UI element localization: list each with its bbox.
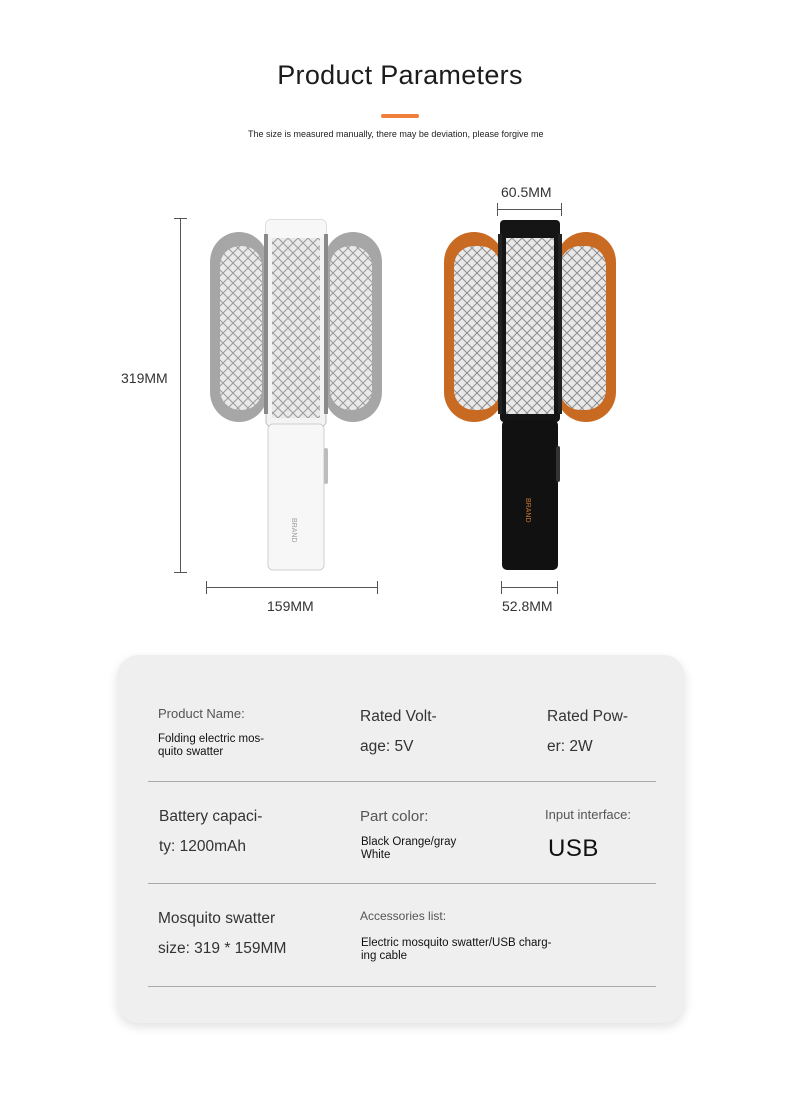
spec-card bbox=[117, 655, 685, 1023]
head-width-dimension-cap-right bbox=[561, 203, 562, 216]
title-accent-bar bbox=[381, 114, 419, 118]
swatter-size: Mosquito swatter size: 319 * 159MM bbox=[158, 910, 287, 957]
handle-width-dimension-line bbox=[501, 587, 558, 588]
width-dimension-line bbox=[206, 587, 378, 588]
height-dimension-label: 319MM bbox=[121, 370, 168, 386]
product-name-value: Folding electric mos- quito swatter bbox=[158, 733, 265, 758]
handle-width-dimension-label: 52.8MM bbox=[502, 598, 553, 614]
height-dimension-cap-top bbox=[174, 218, 187, 219]
accessories-label: Accessories list: bbox=[360, 909, 447, 923]
measurement-note: The size is measured manually, there may be deviation, please forgive me bbox=[248, 129, 544, 139]
accessories-value: Electric mosquito swatter/USB charg- ing cable bbox=[361, 937, 552, 962]
battery-capacity: Battery capaci- ty: 1200mAh bbox=[159, 808, 263, 855]
black-orange-swatter-image bbox=[442, 218, 618, 574]
input-interface-value: USB bbox=[548, 835, 599, 862]
head-width-dimension-cap-left bbox=[497, 203, 498, 216]
part-color-label: Part color: bbox=[360, 808, 429, 825]
black-swatter-brand-text: BRAND bbox=[524, 498, 531, 523]
input-interface-label: Input interface: bbox=[545, 807, 631, 822]
height-dimension-line bbox=[180, 218, 181, 572]
rated-voltage: Rated Volt- age: 5V bbox=[360, 708, 437, 755]
handle-width-dimension-cap-left bbox=[501, 581, 502, 594]
spec-divider-2 bbox=[148, 883, 656, 884]
width-dimension-cap-left bbox=[206, 581, 207, 594]
part-color-value: Black Orange/gray White bbox=[361, 836, 457, 861]
handle-width-dimension-cap-right bbox=[557, 581, 558, 594]
product-name-label: Product Name: bbox=[158, 706, 245, 721]
width-dimension-cap-right bbox=[377, 581, 378, 594]
height-dimension-cap-bottom bbox=[174, 572, 187, 573]
head-width-dimension-label: 60.5MM bbox=[501, 184, 552, 200]
white-swatter-brand-text: BRAND bbox=[290, 518, 297, 543]
head-width-dimension-line bbox=[497, 209, 562, 210]
white-gray-swatter-image bbox=[208, 218, 384, 574]
width-dimension-label: 159MM bbox=[267, 598, 314, 614]
rated-power: Rated Pow- er: 2W bbox=[547, 708, 628, 755]
spec-divider-1 bbox=[148, 781, 656, 782]
spec-divider-3 bbox=[148, 986, 656, 987]
page-title: Product Parameters bbox=[277, 60, 523, 90]
